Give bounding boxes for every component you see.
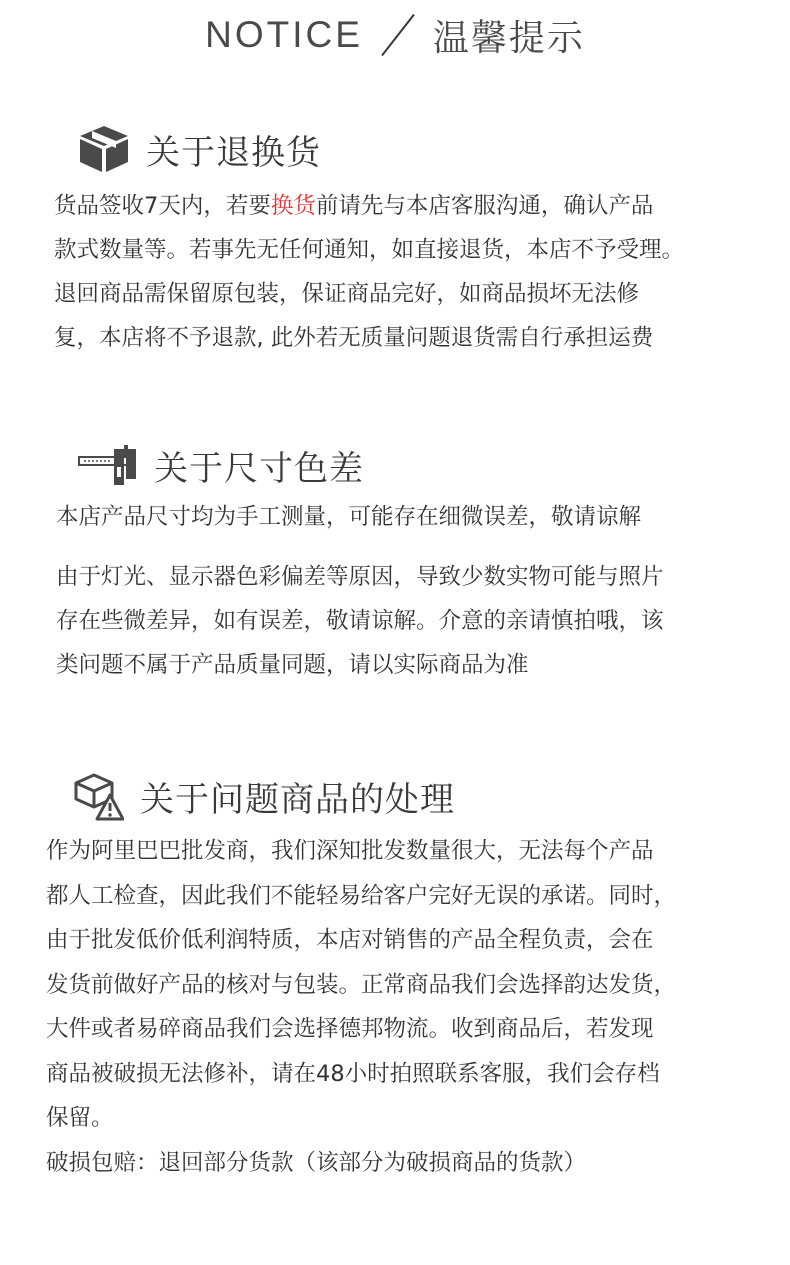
size-p2-line-2: 存在些微差异，如有误差，敬请谅解。介意的亲请慎拍哦，该: [56, 608, 664, 634]
notice-header: [0, 10, 790, 60]
returns-line-1-pre: 货品签收7天内，若要: [54, 193, 271, 219]
section-size-body-2: [56, 555, 664, 687]
problem-line-3: 由于批发低价低利润特质，本店对销售的产品全程负责，会在: [46, 927, 654, 953]
header-title-en: NOTICE: [205, 14, 363, 55]
returns-line-2: 款式数量等。若事先无任何通知，如直接退货，本店不予受理。: [54, 237, 685, 263]
section-returns-title: [78, 124, 321, 174]
returns-line-4: 复，本店将不予退款, 此外若无质量问题退货需自行承担运费: [54, 325, 654, 351]
size-p2-line-3: 类问题不属于产品质量同题，请以实际商品为准: [56, 652, 529, 678]
header-divider: [381, 14, 415, 56]
problem-line-8: 破损包赔：退回部分货款（该部分为破损商品的货款）: [46, 1149, 587, 1176]
exchange-highlight: 换货: [270, 193, 316, 219]
problem-line-4: 发货前做好产品的核对与包装。正常商品我们会选择韵达发货，: [46, 971, 677, 998]
section-returns-body: [54, 184, 684, 360]
package-warning-icon: [74, 773, 124, 821]
returns-line-1: [54, 184, 684, 228]
caliper-icon: [78, 445, 138, 487]
size-p1-line-1: 本店产品尺寸均为手工测量，可能存在细微误差，敬请谅解: [56, 504, 642, 530]
problem-line-5: 大件或者易碎商品我们会选择德邦物流。收到商品后，若发现: [46, 1016, 654, 1042]
section-size-title: [78, 441, 364, 490]
problem-line-7: 保留。: [46, 1105, 114, 1131]
section-problem-body: [46, 829, 676, 1185]
returns-line-3: 退回商品需保留原包装，保证商品完好，如商品损坏无法修: [54, 281, 640, 307]
returns-line-1-post: 前请先与本店客服沟通，确认产品: [315, 193, 654, 219]
problem-line-2: 都人工检查，因此我们不能轻易给客户完好无误的承诺。同时，: [46, 882, 677, 909]
section-returns-heading: 关于退换货: [146, 132, 321, 173]
package-box-icon: [78, 124, 130, 174]
header-title-cn: 温馨提示: [432, 17, 585, 59]
problem-line-6: 商品被破损无法修补，请在48小时拍照联系客服，我们会存档: [46, 1060, 660, 1087]
section-size-body-1: [56, 497, 641, 537]
size-p2-line-1: 由于灯光、显示器色彩偏差等原因，导致少数实物可能与照片: [56, 564, 664, 590]
section-size-heading: 关于尺寸色差: [154, 449, 364, 489]
section-problem-title: [74, 772, 455, 821]
problem-line-1: 作为阿里巴巴批发商，我们深知批发数量很大，无法每个产品: [46, 838, 654, 864]
section-problem-heading: 关于问题商品的处理: [140, 780, 455, 820]
